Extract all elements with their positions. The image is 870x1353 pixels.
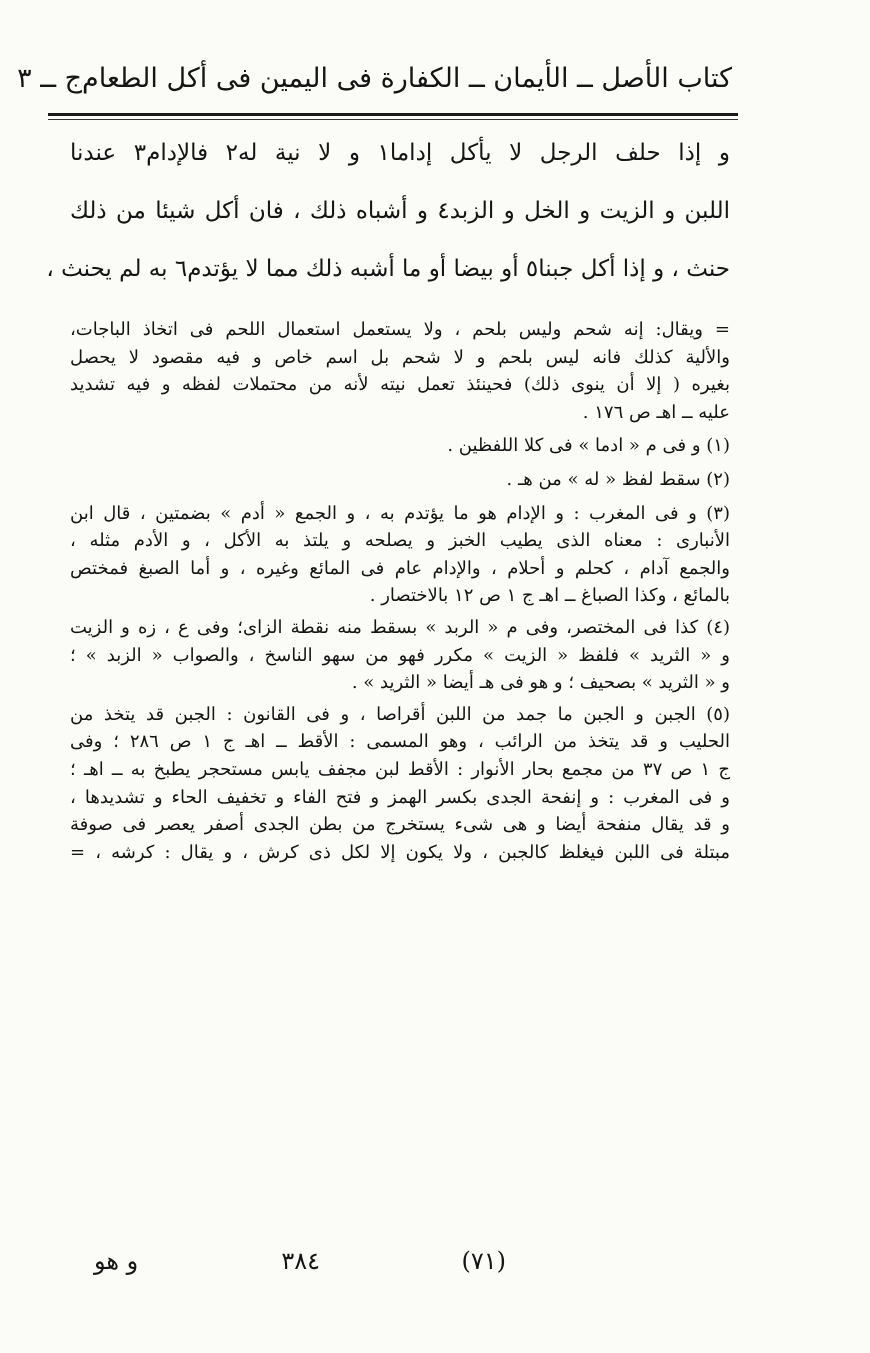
- footnote-line: (٢) سقط لفظ « له » من هـ .: [506, 468, 730, 490]
- footnote-line: و « الثريد » فلفظ « الزيت » مكرر فهو من سهو الناسخ ، والصواب « الزبد » ؛: [70, 644, 730, 666]
- footnote-line: مبتلة فى اللبن فيغلظ كالجبن ، ولا يكون إلا لكل ذى كرش ، و يقال : كرشه ، =: [70, 841, 730, 863]
- footnote-line: = ويقال: إنه شحم وليس بلحم ، ولا يستعمل استعمال اللحم فى اتخاذ الباجات،: [70, 319, 730, 340]
- footnote-line: و قد يقال منفحة أيضا و هى شىء يستخرج من بطن الجدى أصفر يعصر فى صوفة: [70, 814, 730, 836]
- main-text-line: حنث ، و إذا أكل جبنا٥ أو بيضا أو ما أشبه ذلك مما لا يؤتدم٦ به لم يحنث ،: [46, 256, 730, 282]
- page-footer: [70, 1243, 730, 1283]
- running-header: [17, 54, 732, 102]
- footnote-line: الحليب و قد يتخذ من الرائب ، وهو المسمى : الأقط ــ اهـ ج ١ ص ٢٨٦ ؛ وفى: [70, 731, 730, 753]
- footnote-line: (١) و فى م « ادما » فى كلا اللفظين .: [447, 435, 730, 457]
- main-text-line: و إذا حلف الرجل لا يأكل إداما١ و لا نية له٢ فالإدام٣ عندنا: [70, 140, 730, 166]
- running-title: كتاب الأصل ــ الأيمان ــ الكفارة فى اليمين فى أكل الطعام: [82, 62, 732, 94]
- header-rule-thin: [48, 119, 738, 120]
- footnote-line: (٤) كذا فى المختصر، وفى م « الربد » بسقط منه نقطة الزاى؛ وفى ع ، زه و الزيت: [70, 616, 730, 638]
- footnote-line: بالمائع ، وكذا الصباغ ــ اهـ ج ١ ص ١٢ بالاختصار .: [369, 585, 730, 607]
- volume-number: ج ــ ٣: [17, 62, 83, 94]
- signature-mark: (٧١): [461, 1247, 506, 1275]
- main-text-block: [46, 124, 730, 298]
- footnote-line: عليه ــ اهـ ص ١٧٦ .: [582, 401, 730, 423]
- footnote-line: و « الثريد » بصحيف ؛ و هو فى هـ أيضا « الثريد » .: [351, 672, 730, 694]
- footnote-line: بغيره ( إلا أن ينوى ذلك) فحينئذ تعمل نيته لأنه من محتملات لفظه و فيه تشديد: [70, 374, 730, 396]
- catchword: و هو: [94, 1247, 139, 1275]
- page-number: ٣٨٤: [281, 1247, 320, 1275]
- footnote-line: و فى المغرب : و إنفحة الجدى بكسر الهمز و فتح الفاء و تخفيف الحاء و تشديدها ،: [70, 786, 730, 808]
- footnotes-block: [70, 316, 730, 866]
- footnote-line: (٣) و فى المغرب : و الإدام هو ما يؤتدم به ، و الجمع « أدم » بضمتين ، قال ابن: [70, 502, 730, 524]
- footnote-line: (٥) الجبن و الجبن ما جمد من اللبن أقراصا ، و فى القانون : الجبن قد يتخذ من: [70, 703, 730, 725]
- footnote-line: ج ١ ص ٣٧ من مجمع بحار الأنوار : الأقط لبن مجفف يابس مستحجر يطبخ به ــ اهـ ؛: [70, 758, 730, 780]
- header-rule-thick: [48, 113, 738, 116]
- footnote-line: الأنبارى : معناه الذى يطيب الخبز و يصلحه و يلتذ به الأكل ، و الأدم مثله ،: [70, 530, 730, 552]
- footnote-line: والجمع آدام ، كحلم و أحلام ، والإدام عام فى المائع وغيره ، و أما الصبغ فمختص: [70, 557, 730, 579]
- footnote-line: والألية كذلك فانه ليس بلحم و لا شحم بل اسم خاص و فيه مقصود لا يحصل: [70, 346, 730, 368]
- main-text-line: اللبن و الزيت و الخل و الزبد٤ و أشباه ذلك ، فان أكل شيئا من ذلك: [70, 198, 730, 224]
